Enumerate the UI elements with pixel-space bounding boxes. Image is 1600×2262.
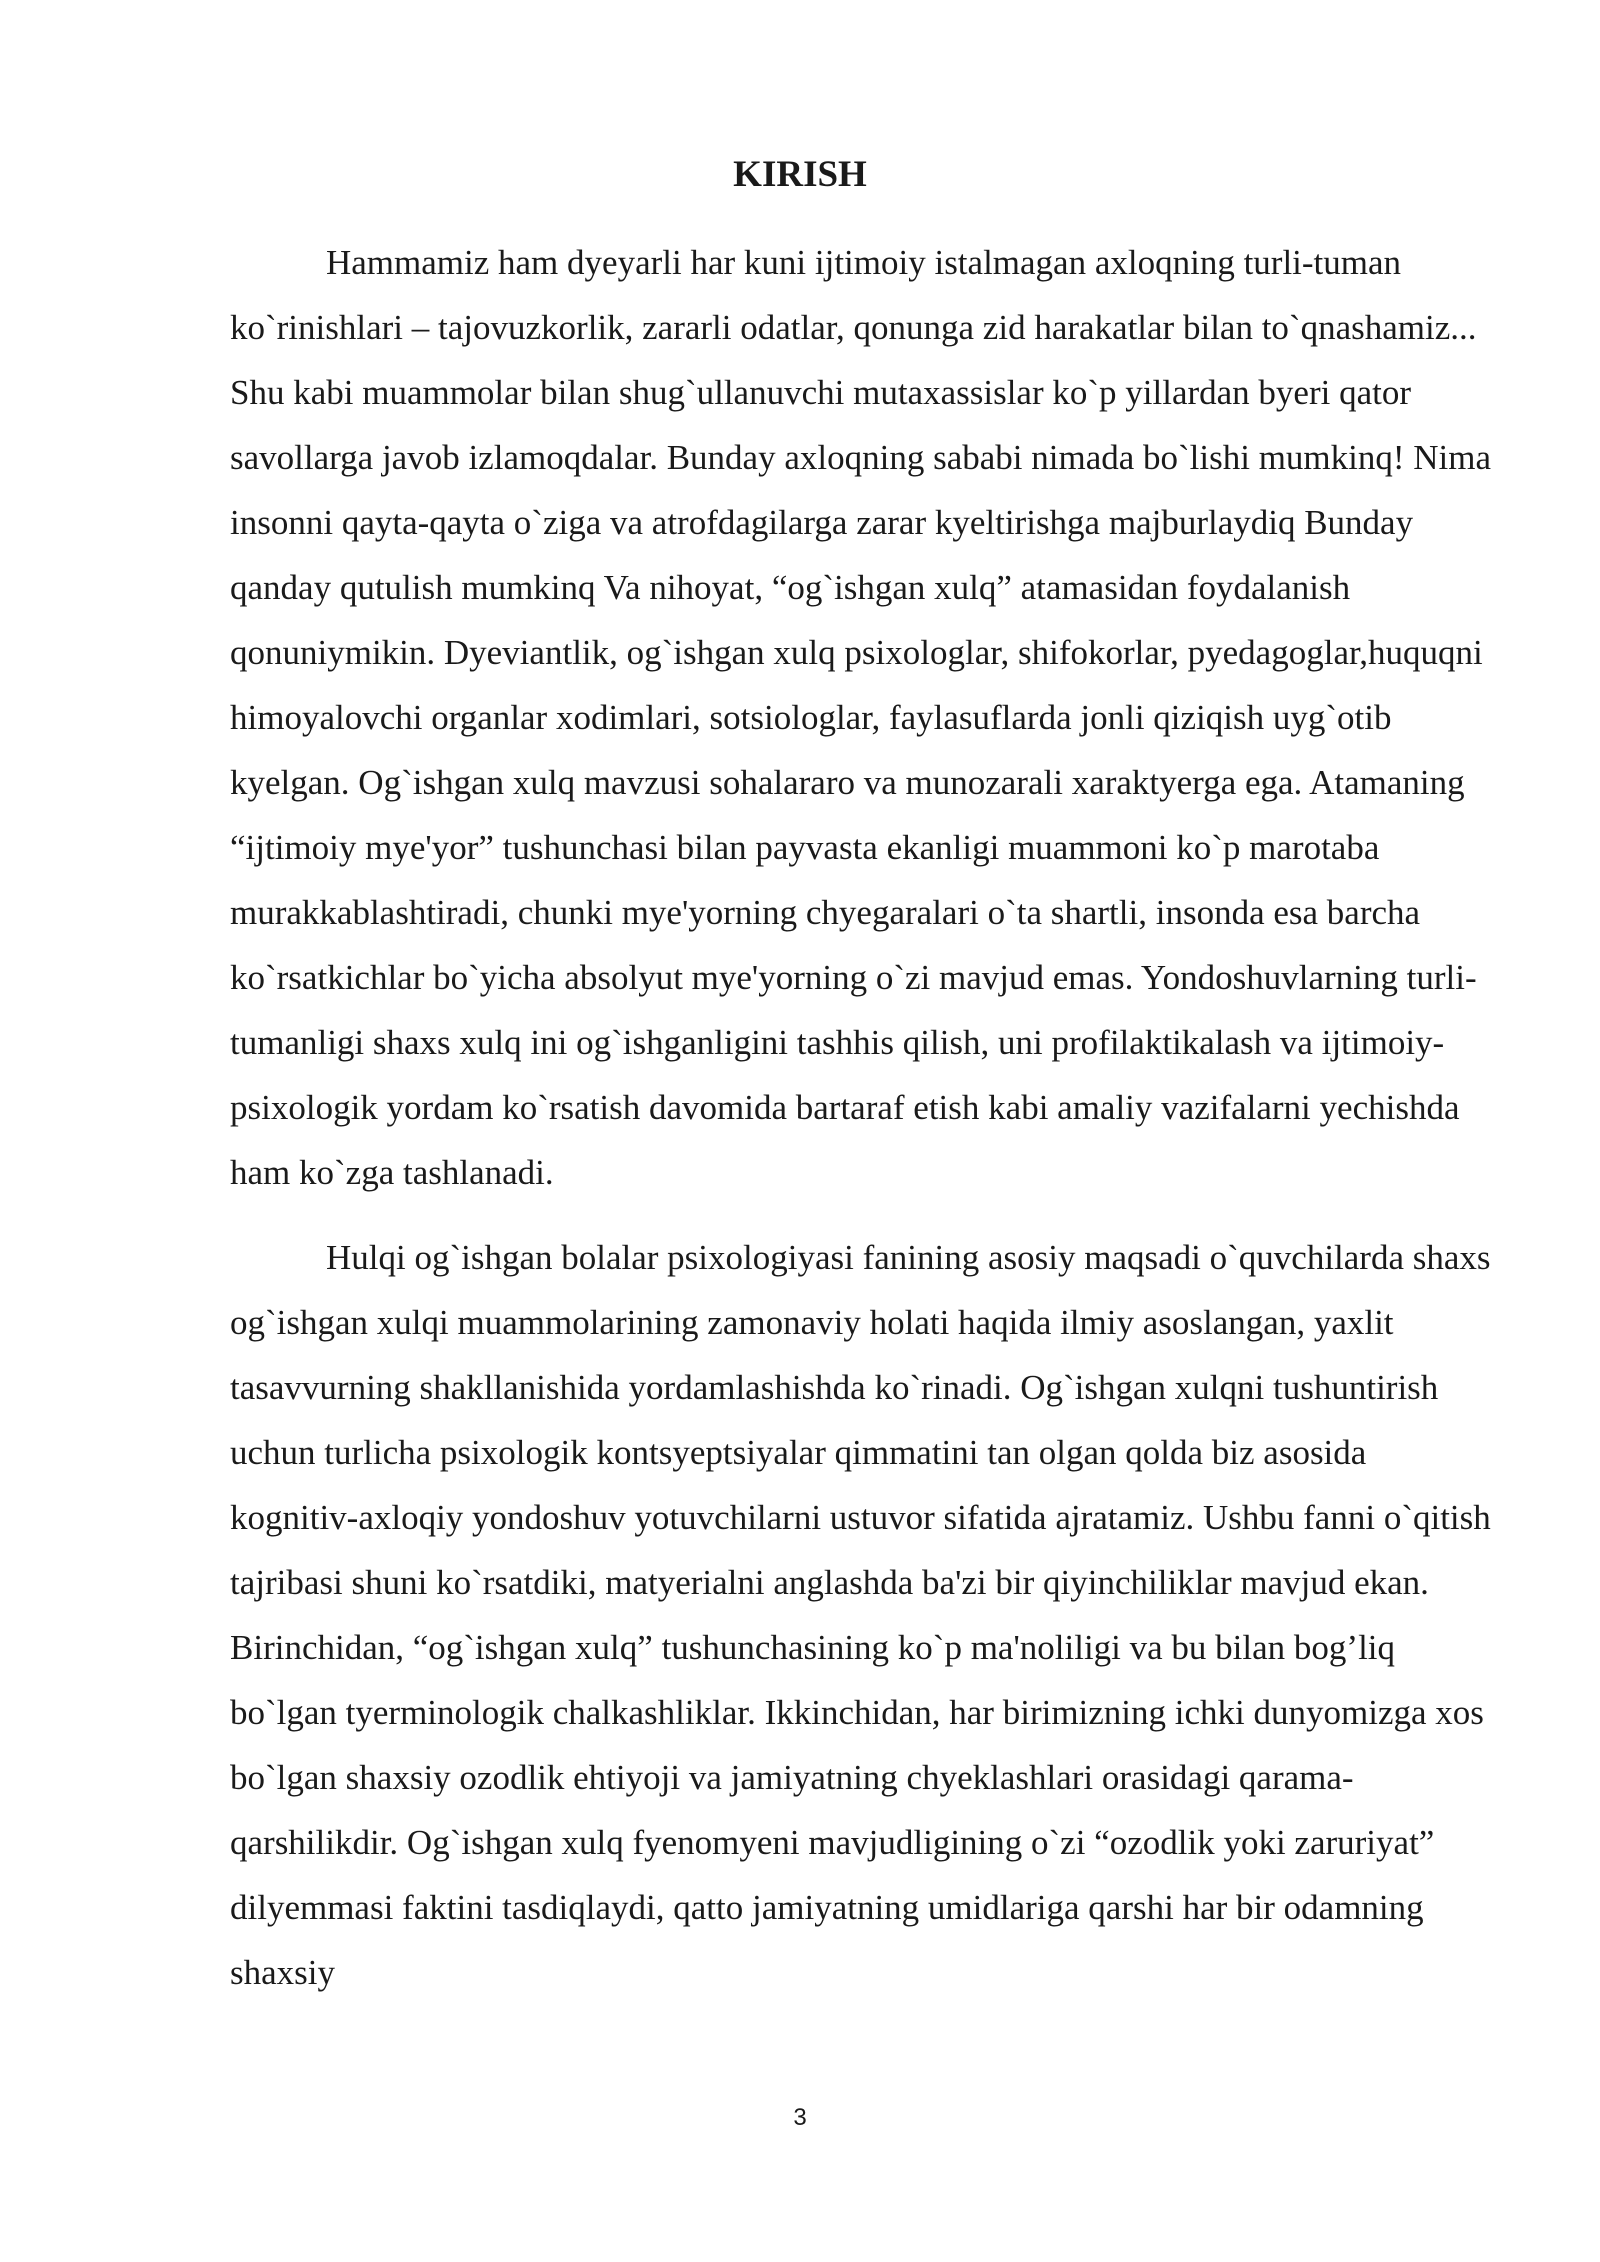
- page-number: 3: [793, 2104, 807, 2131]
- page-title: KIRISH: [733, 154, 867, 195]
- body-text: [230, 230, 1494, 2005]
- paragraph-1: Hammamiz ham dyeyarli har kuni ijtimoiy istalmagan axloqning turli-tuman ko`rinishlari – tajovuzkorlik, zararli odatlar, qonunga zid harakatlar bilan to`qnashamiz... Shu kabi muammolar bilan shug`ullanuvchi mutaxassislar ko`p yillardan byeri qator savollarga javob izlamoqdalar. Bunday axloqning sababi nimada bo`lishi mumkinq! Nima insonni qayta-qayta o`ziga va atrofdagilarga zarar kyeltirishga majburlaydiq Bunday qanday qutulish mumkinq Va nihoyat, “og`ishgan xulq” atamasidan foydalanish qonuniymikin. Dyeviantlik, og`ishgan xulq psixologlar, shifokorlar, pyedagoglar,huquqni himoyalovchi organlar xodimlari, sotsiologlar, faylasuflarda jonli qiziqish uyg`otib kyelgan. Og`ishgan xulq mavzusi sohalararo va munozarali xaraktyerga ega. Atamaning “ijtimoiy mye'yor” tushunchasi bilan payvasta ekanligi muammoni ko`p marotaba murakkablashtiradi, chunki mye'yorning chyegaralari o`ta shartli, insonda esa barcha ko`rsatkichlar bo`yicha absolyut mye'yorning o`zi mavjud emas. Yondoshuvlarning turli-tumanligi shaxs xulq ini og`ishganligini tashhis qilish, uni profilaktikalash va ijtimoiy-psixologik yordam ko`rsatish davomida bartaraf etish kabi amaliy vazifalarni yechishda ham ko`zga tashlanadi.: [230, 243, 1492, 1192]
- paragraph-2: Hulqi og`ishgan bolalar psixologiyasi fanining asosiy maqsadi o`quvchilarda shaxs og`ishgan xulqi muammolarining zamonaviy holati haqida ilmiy asoslangan, yaxlit tasavvurning shakllanishida yordamlashishda ko`rinadi. Og`ishgan xulqni tushuntirish uchun turlicha psixologik kontsyeptsiyalar qimmatini tan olgan qolda biz asosida kognitiv-axloqiy yondoshuv yotuvchilarni ustuvor sifatida ajratamiz. Ushbu fanni o`qitish tajribasi shuni ko`rsatdiki, matyerialni anglashda ba'zi bir qiyinchiliklar mavjud ekan. Birinchidan, “og`ishgan xulq” tushunchasining ko`p ma'noliligi va bu bilan bog’liq bo`lgan tyerminologik chalkashliklar. Ikkinchidan, har birimizning ichki dunyomizga xos bo`lgan shaxsiy ozodlik ehtiyoji va jamiyatning chyeklashlari orasidagi qarama-qarshilikdir. Og`ishgan xulq fyenomyeni mavjudligining o`zi “ozodlik yoki zaruriyat” dilyemmasi faktini tasdiqlaydi, qatto jamiyatning umidlariga qarshi har bir odamning shaxsiy: [230, 1238, 1491, 1992]
